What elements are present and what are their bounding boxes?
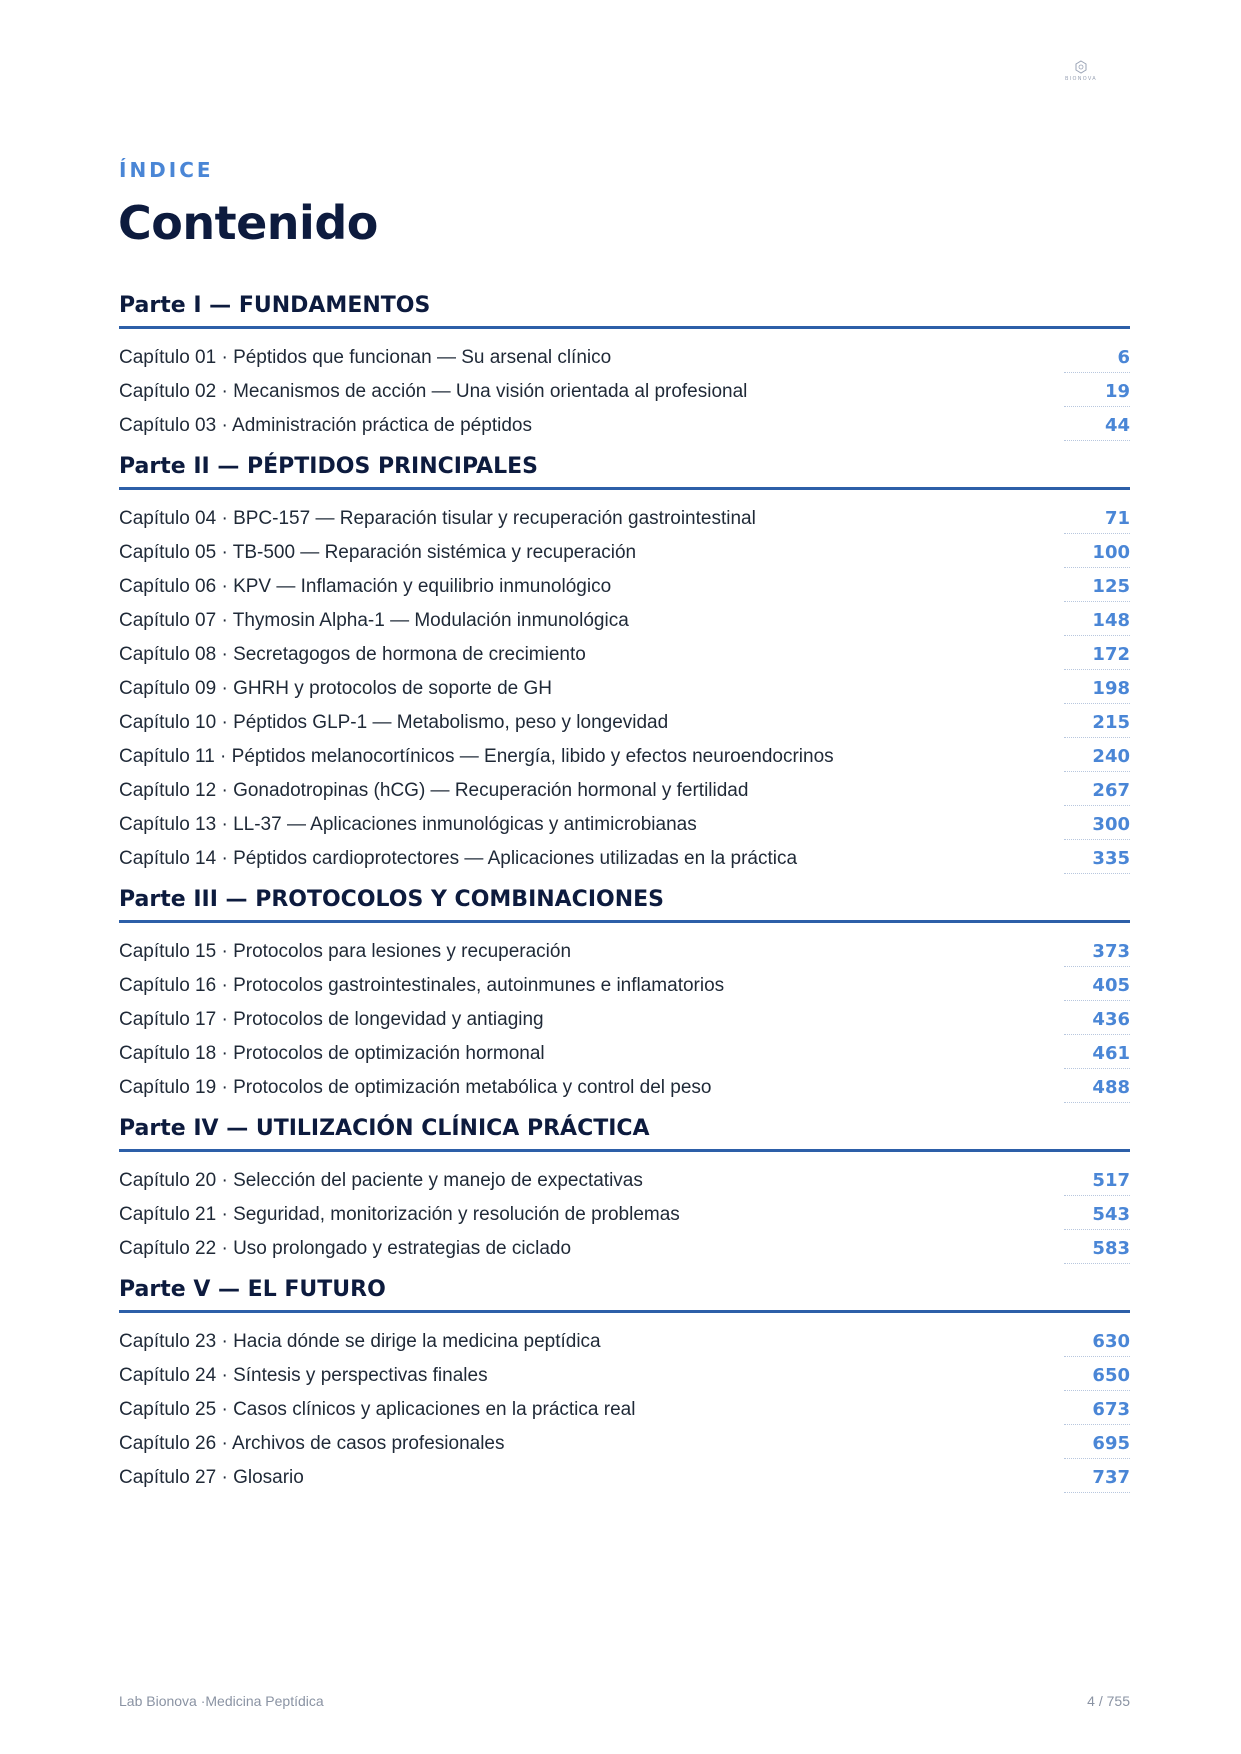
chapter-title: Capítulo 13 · LL-37 — Aplicaciones inmunológicas y antimicrobianas [119,814,697,835]
chapter-title: Capítulo 23 · Hacia dónde se dirige la medicina peptídica [119,1331,601,1352]
chapter-page-number: 100 [1064,542,1130,568]
chapter-entry[interactable] [119,534,1130,568]
part-heading: Parte II — PÉPTIDOS PRINCIPALES [119,455,1130,490]
chapter-entry[interactable] [119,500,1130,534]
chapter-title: Capítulo 19 · Protocolos de optimización metabólica y control del peso [119,1077,712,1098]
part-heading: Parte I — FUNDAMENTOS [119,294,1130,329]
chapter-entry[interactable] [119,568,1130,602]
chapter-page-number: 125 [1064,576,1130,602]
toc-part [119,294,1130,441]
chapter-entry[interactable] [119,1162,1130,1196]
chapter-title: Capítulo 08 · Secretagogos de hormona de crecimiento [119,644,586,665]
toc-part [119,1278,1130,1493]
chapter-title: Capítulo 07 · Thymosin Alpha-1 — Modulación inmunológica [119,610,629,631]
table-of-contents [119,294,1130,1507]
chapter-page-number: 215 [1064,712,1130,738]
chapter-list [119,500,1130,874]
chapter-entry[interactable] [119,1035,1130,1069]
chapter-page-number: 461 [1064,1043,1130,1069]
chapter-page-number: 19 [1064,381,1130,407]
chapter-title: Capítulo 24 · Síntesis y perspectivas finales [119,1365,488,1386]
chapter-entry[interactable] [119,373,1130,407]
chapter-page-number: 737 [1064,1467,1130,1493]
chapter-entry[interactable] [119,1323,1130,1357]
chapter-entry[interactable] [119,670,1130,704]
chapter-page-number: 198 [1064,678,1130,704]
hexagon-logo-icon [1075,60,1087,74]
chapter-title: Capítulo 06 · KPV — Inflamación y equilibrio inmunológico [119,576,612,597]
chapter-title: Capítulo 26 · Archivos de casos profesionales [119,1433,505,1454]
chapter-entry[interactable] [119,806,1130,840]
footer-page-number: 4 / 755 [1087,1693,1130,1709]
chapter-title: Capítulo 21 · Seguridad, monitorización y resolución de problemas [119,1204,680,1225]
chapter-title: Capítulo 14 · Péptidos cardioprotectores — Aplicaciones utilizadas en la práctica [119,848,798,869]
chapter-page-number: 488 [1064,1077,1130,1103]
chapter-page-number: 405 [1064,975,1130,1001]
chapter-entry[interactable] [119,339,1130,373]
chapter-list [119,1162,1130,1264]
chapter-title: Capítulo 17 · Protocolos de longevidad y antiaging [119,1009,544,1030]
page-title: Contenido [118,196,378,250]
part-heading: Parte IV — UTILIZACIÓN CLÍNICA PRÁCTICA [119,1117,1130,1152]
chapter-page-number: 300 [1064,814,1130,840]
chapter-list [119,933,1130,1103]
chapter-entry[interactable] [119,704,1130,738]
chapter-entry[interactable] [119,738,1130,772]
chapter-entry[interactable] [119,1001,1130,1035]
part-heading: Parte III — PROTOCOLOS Y COMBINACIONES [119,888,1130,923]
chapter-title: Capítulo 12 · Gonadotropinas (hCG) — Recuperación hormonal y fertilidad [119,780,749,801]
chapter-entry[interactable] [119,1425,1130,1459]
chapter-title: Capítulo 05 · TB-500 — Reparación sistémica y recuperación [119,542,637,563]
chapter-page-number: 436 [1064,1009,1130,1035]
chapter-title: Capítulo 16 · Protocolos gastrointestinales, autoinmunes e inflamatorios [119,975,725,996]
chapter-entry[interactable] [119,1069,1130,1103]
part-heading: Parte V — EL FUTURO [119,1278,1130,1313]
chapter-page-number: 335 [1064,848,1130,874]
chapter-title: Capítulo 03 · Administración práctica de péptidos [119,415,532,436]
chapter-entry[interactable] [119,602,1130,636]
chapter-entry[interactable] [119,1391,1130,1425]
chapter-page-number: 583 [1064,1238,1130,1264]
chapter-page-number: 517 [1064,1170,1130,1196]
chapter-entry[interactable] [119,1196,1130,1230]
footer-document-title: Lab Bionova ·Medicina Peptídica [119,1693,324,1709]
toc-part [119,1117,1130,1264]
chapter-title: Capítulo 10 · Péptidos GLP-1 — Metabolismo, peso y longevidad [119,712,669,733]
chapter-page-number: 240 [1064,746,1130,772]
logo-text: BIONOVA [1064,76,1098,82]
chapter-entry[interactable] [119,933,1130,967]
chapter-page-number: 373 [1064,941,1130,967]
chapter-title: Capítulo 04 · BPC-157 — Reparación tisular y recuperación gastrointestinal [119,508,756,529]
chapter-page-number: 6 [1064,347,1130,373]
chapter-entry[interactable] [119,1357,1130,1391]
chapter-entry[interactable] [119,840,1130,874]
chapter-entry[interactable] [119,1459,1130,1493]
toc-part [119,455,1130,874]
chapter-title: Capítulo 27 · Glosario [119,1467,304,1488]
chapter-page-number: 695 [1064,1433,1130,1459]
chapter-title: Capítulo 25 · Casos clínicos y aplicaciones en la práctica real [119,1399,636,1420]
chapter-page-number: 630 [1064,1331,1130,1357]
chapter-title: Capítulo 18 · Protocolos de optimización hormonal [119,1043,545,1064]
chapter-title: Capítulo 20 · Selección del paciente y manejo de expectativas [119,1170,643,1191]
chapter-entry[interactable] [119,1230,1130,1264]
chapter-title: Capítulo 15 · Protocolos para lesiones y recuperación [119,941,572,962]
toc-part [119,888,1130,1103]
chapter-list [119,339,1130,441]
chapter-page-number: 543 [1064,1204,1130,1230]
chapter-page-number: 650 [1064,1365,1130,1391]
chapter-page-number: 71 [1064,508,1130,534]
chapter-entry[interactable] [119,967,1130,1001]
chapter-page-number: 172 [1064,644,1130,670]
chapter-page-number: 673 [1064,1399,1130,1425]
chapter-title: Capítulo 22 · Uso prolongado y estrategias de ciclado [119,1238,572,1259]
chapter-page-number: 267 [1064,780,1130,806]
chapter-list [119,1323,1130,1493]
chapter-title: Capítulo 11 · Péptidos melanocortínicos — Energía, libido y efectos neuroendocrinos [119,746,834,767]
brand-logo [1062,60,1100,82]
chapter-title: Capítulo 09 · GHRH y protocolos de soporte de GH [119,678,552,699]
chapter-title: Capítulo 02 · Mecanismos de acción — Una visión orientada al profesional [119,381,748,402]
chapter-page-number: 44 [1064,415,1130,441]
section-eyebrow: ÍNDICE [119,158,214,182]
chapter-title: Capítulo 01 · Péptidos que funcionan — Su arsenal clínico [119,347,612,368]
chapter-entry[interactable] [119,407,1130,441]
chapter-page-number: 148 [1064,610,1130,636]
chapter-entry[interactable] [119,772,1130,806]
chapter-entry[interactable] [119,636,1130,670]
